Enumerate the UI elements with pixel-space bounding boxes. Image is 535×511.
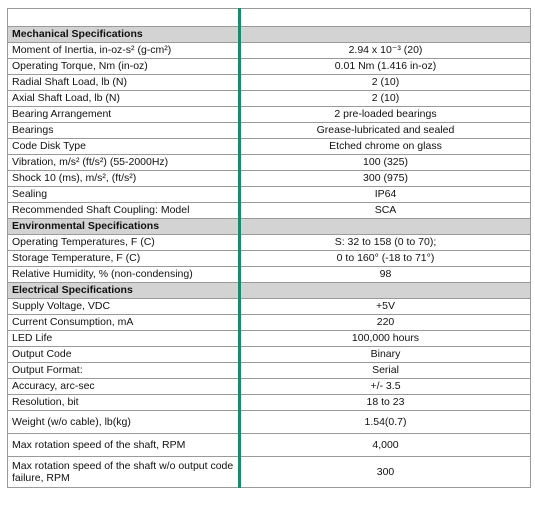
table-row <box>8 171 531 187</box>
spec-label: Sealing <box>8 187 240 203</box>
spec-value: SCA <box>240 203 531 219</box>
specifications-table <box>7 8 531 488</box>
spec-value: 18 to 23 <box>240 395 531 411</box>
table-row <box>8 315 531 331</box>
spec-value: Serial <box>240 363 531 379</box>
section-title: Electrical Specifications <box>8 283 240 299</box>
table-row <box>8 123 531 139</box>
table-row <box>8 267 531 283</box>
table-row <box>8 434 531 457</box>
header-cell-label <box>8 9 240 27</box>
section-title-spacer <box>240 219 531 235</box>
spec-label: Recommended Shaft Coupling: Model <box>8 203 240 219</box>
table-row <box>8 379 531 395</box>
section-header-environmental <box>8 219 531 235</box>
spec-value: 2.94 x 10⁻³ (20) <box>240 43 531 59</box>
spec-value: 2 (10) <box>240 75 531 91</box>
spec-label: Axial Shaft Load, lb (N) <box>8 91 240 107</box>
table-row <box>8 139 531 155</box>
table-row <box>8 251 531 267</box>
spec-value: 0 to 160° (-18 to 71°) <box>240 251 531 267</box>
spec-value: 0.01 Nm (1.416 in-oz) <box>240 59 531 75</box>
spec-label: Operating Temperatures, F (C) <box>8 235 240 251</box>
spec-value: 100,000 hours <box>240 331 531 347</box>
spec-label: LED Life <box>8 331 240 347</box>
spec-label: Max rotation speed of the shaft, RPM <box>8 434 240 457</box>
spec-value: 300 (975) <box>240 171 531 187</box>
section-title: Environmental Specifications <box>8 219 240 235</box>
table-row <box>8 91 531 107</box>
table-row <box>8 75 531 91</box>
spec-label: Operating Torque, Nm (in-oz) <box>8 59 240 75</box>
spec-label: Output Code <box>8 347 240 363</box>
spec-label: Shock 10 (ms), m/s², (ft/s²) <box>8 171 240 187</box>
spec-label: Radial Shaft Load, lb (N) <box>8 75 240 91</box>
table-header-row <box>8 9 531 27</box>
spec-label: Bearings <box>8 123 240 139</box>
spec-value: 300 <box>240 457 531 488</box>
table-row <box>8 299 531 315</box>
section-title-spacer <box>240 283 531 299</box>
spec-label: Bearing Arrangement <box>8 107 240 123</box>
spec-label: Relative Humidity, % (non-condensing) <box>8 267 240 283</box>
table-row <box>8 107 531 123</box>
table-row <box>8 59 531 75</box>
spec-label: Moment of Inertia, in-oz-s² (g-cm²) <box>8 43 240 59</box>
spec-value: S: 32 to 158 (0 to 70); <box>240 235 531 251</box>
table-row <box>8 203 531 219</box>
table-row <box>8 43 531 59</box>
spec-value: 1.54(0.7) <box>240 411 531 434</box>
spec-label: Vibration, m/s² (ft/s²) (55-2000Hz) <box>8 155 240 171</box>
table-row <box>8 347 531 363</box>
table-row <box>8 411 531 434</box>
spec-label: Current Consumption, mA <box>8 315 240 331</box>
section-header-electrical <box>8 283 531 299</box>
spec-label: Accuracy, arc-sec <box>8 379 240 395</box>
spec-value: 100 (325) <box>240 155 531 171</box>
spec-value: Grease-lubricated and sealed <box>240 123 531 139</box>
spec-label: Output Format: <box>8 363 240 379</box>
spec-value: +/- 3.5 <box>240 379 531 395</box>
spec-value: 98 <box>240 267 531 283</box>
spec-label: Supply Voltage, VDC <box>8 299 240 315</box>
spec-value: Etched chrome on glass <box>240 139 531 155</box>
spec-value: IP64 <box>240 187 531 203</box>
spec-value: 4,000 <box>240 434 531 457</box>
section-title-spacer <box>240 27 531 43</box>
header-cell-value <box>240 9 531 27</box>
spec-label: Weight (w/o cable), lb(kg) <box>8 411 240 434</box>
spec-value: +5V <box>240 299 531 315</box>
table-row <box>8 457 531 488</box>
table-row <box>8 155 531 171</box>
table-row <box>8 187 531 203</box>
spec-label: Storage Temperature, F (C) <box>8 251 240 267</box>
section-title: Mechanical Specifications <box>8 27 240 43</box>
table-row <box>8 331 531 347</box>
spec-label: Resolution, bit <box>8 395 240 411</box>
spec-value: 220 <box>240 315 531 331</box>
table-row <box>8 395 531 411</box>
spec-value: Binary <box>240 347 531 363</box>
section-header-mechanical <box>8 27 531 43</box>
table-row <box>8 363 531 379</box>
spec-label: Code Disk Type <box>8 139 240 155</box>
table-row <box>8 235 531 251</box>
spec-value: 2 pre-loaded bearings <box>240 107 531 123</box>
spec-value: 2 (10) <box>240 91 531 107</box>
spec-label: Max rotation speed of the shaft w/o output code failure, RPM <box>8 457 240 488</box>
